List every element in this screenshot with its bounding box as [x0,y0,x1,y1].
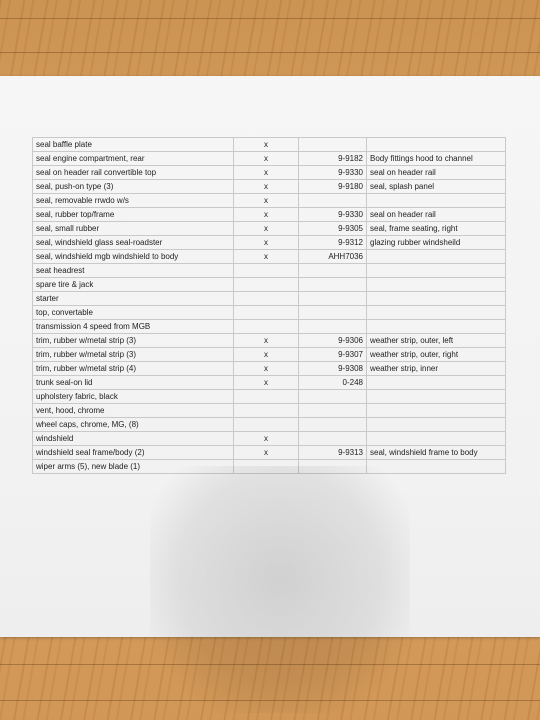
part-number: 9-9305 [299,222,367,236]
printed-sheet [0,76,540,637]
check-mark [234,278,299,292]
table-row [33,362,506,376]
item-description: trunk seal-on lid [33,376,234,390]
item-description: trim, rubber w/metal strip (3) [33,348,234,362]
part-name [367,460,506,474]
item-description: seal, removable rrwdo w/s [33,194,234,208]
floor-board-seam [0,700,540,701]
item-description: transmission 4 speed from MGB [33,320,234,334]
check-mark: x [234,152,299,166]
floor-board-seam [0,52,540,53]
item-description: seal on header rail convertible top [33,166,234,180]
table-row [33,460,506,474]
table-row [33,166,506,180]
part-number [299,306,367,320]
part-name: weather strip, outer, right [367,348,506,362]
item-description: wiper arms (5), new blade (1) [33,460,234,474]
item-description: trim, rubber w/metal strip (4) [33,362,234,376]
item-description: seal, windshield glass seal-roadster [33,236,234,250]
part-name [367,138,506,152]
part-name: weather strip, outer, left [367,334,506,348]
check-mark: x [234,348,299,362]
check-mark [234,306,299,320]
part-name [367,432,506,446]
part-number: 9-9330 [299,208,367,222]
check-mark: x [234,362,299,376]
table-row [33,152,506,166]
table-row [33,222,506,236]
floor-board-seam [0,18,540,19]
table-row [33,320,506,334]
part-name [367,404,506,418]
part-number [299,292,367,306]
check-mark [234,418,299,432]
item-description: seal, rubber top/frame [33,208,234,222]
check-mark: x [234,334,299,348]
table-row [33,334,506,348]
part-name [367,250,506,264]
part-number [299,320,367,334]
part-number [299,138,367,152]
check-mark: x [234,236,299,250]
part-number [299,194,367,208]
table-row [33,264,506,278]
part-name [367,306,506,320]
part-number: 9-9308 [299,362,367,376]
item-description: seal, small rubber [33,222,234,236]
part-name [367,418,506,432]
table-row [33,418,506,432]
table-row [33,376,506,390]
check-mark: x [234,138,299,152]
item-description: trim, rubber w/metal strip (3) [33,334,234,348]
table-row [33,278,506,292]
part-number [299,390,367,404]
item-description: seal baffle plate [33,138,234,152]
item-description: windshield [33,432,234,446]
check-mark [234,320,299,334]
part-number: 9-9306 [299,334,367,348]
item-description: seat headrest [33,264,234,278]
part-number [299,418,367,432]
item-description: spare tire & jack [33,278,234,292]
part-number: 0-248 [299,376,367,390]
check-mark [234,292,299,306]
item-description: seal, windshield mgb windshield to body [33,250,234,264]
item-description: wheel caps, chrome, MG, (8) [33,418,234,432]
part-name [367,278,506,292]
part-number: 9-9312 [299,236,367,250]
table-row [33,208,506,222]
part-name: glazing rubber windsheild [367,236,506,250]
table-row [33,432,506,446]
check-mark: x [234,222,299,236]
part-name [367,376,506,390]
check-mark: x [234,180,299,194]
item-description: top, convertable [33,306,234,320]
part-name: seal, splash panel [367,180,506,194]
table-row [33,250,506,264]
table-row [33,404,506,418]
phone-shadow [150,466,410,713]
check-mark [234,390,299,404]
part-name: seal, frame seating, right [367,222,506,236]
table-row [33,292,506,306]
check-mark [234,404,299,418]
part-number [299,404,367,418]
part-number [299,264,367,278]
item-description: windshield seal frame/body (2) [33,446,234,460]
table-row [33,390,506,404]
part-name [367,390,506,404]
item-description: upholstery fabric, black [33,390,234,404]
floor-board-seam [0,664,540,665]
check-mark [234,264,299,278]
part-name [367,194,506,208]
check-mark: x [234,166,299,180]
check-mark: x [234,250,299,264]
table-row [33,306,506,320]
check-mark: x [234,376,299,390]
check-mark: x [234,194,299,208]
table-row [33,348,506,362]
table-row [33,194,506,208]
item-description: seal engine compartment, rear [33,152,234,166]
item-description: starter [33,292,234,306]
part-name [367,264,506,278]
part-number [299,432,367,446]
parts-table [32,137,506,474]
part-name: Body fittings hood to channel [367,152,506,166]
part-name [367,292,506,306]
part-number: 9-9313 [299,446,367,460]
part-name: seal on header rail [367,208,506,222]
part-number [299,460,367,474]
part-number: 9-9180 [299,180,367,194]
item-description: vent, hood, chrome [33,404,234,418]
part-name [367,320,506,334]
check-mark: x [234,446,299,460]
table-row [33,138,506,152]
part-number: 9-9307 [299,348,367,362]
part-number: 9-9182 [299,152,367,166]
part-name: seal on header rail [367,166,506,180]
table-row [33,446,506,460]
item-description: seal, push-on type (3) [33,180,234,194]
part-number: AHH7036 [299,250,367,264]
part-name: weather strip, inner [367,362,506,376]
table-row [33,236,506,250]
check-mark [234,460,299,474]
part-number: 9-9330 [299,166,367,180]
part-number [299,278,367,292]
check-mark: x [234,208,299,222]
table-row [33,180,506,194]
check-mark: x [234,432,299,446]
part-name: seal, windshield frame to body [367,446,506,460]
